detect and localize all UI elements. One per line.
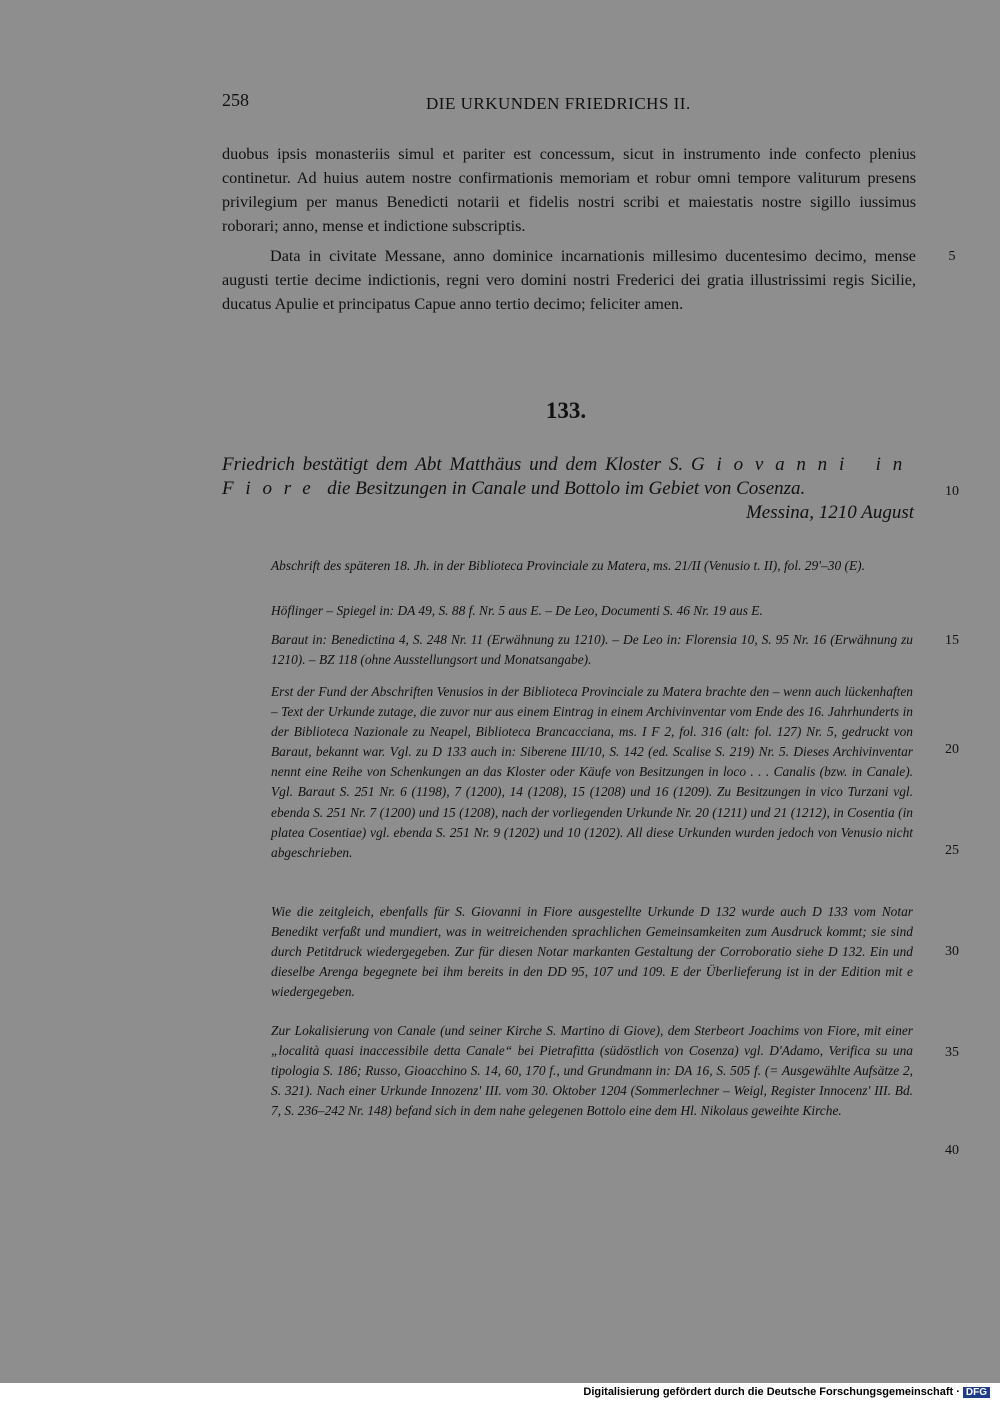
regest [222, 453, 914, 525]
line-number: 15 [945, 633, 959, 648]
regest-line-2: Fiore die Besitzungen in Canale und Bottolo im Gebiet von Cosenza. [222, 478, 806, 499]
line-number: 25 [945, 843, 959, 858]
document-number: 133. [545, 398, 587, 423]
footer-credit [583, 1386, 990, 1398]
note-transmission: Abschrift des späteren 18. Jh. in der Biblioteca Provinciale zu Matera, ms. 21/II (Venusio t. II), fol. 29'–30 (E). [271, 558, 865, 573]
note-commentary-3: Zur Lokalisierung von Canale (und seiner Kirche S. Martino di Giove), dem Sterbeort Joachims von Fiore, mit einer „località quasi inaccessibile detta Canale“ bei Pietrafitta (südöstlich von Cosenza) vgl. D'Adamo, Verifica su una tipologia S. 186; Russo, Gioacchino S. 14, 60, 170 f., und Grundmann in: DA 16, S. 505 f. (= Ausgewählte Aufsätze 2, S. 321). Nach einer Urkunde Innozenz' III. vom 30. Oktober 1204 (Sommerlechner – Weigl, Register Innocenz' III. Bd. 7, S. 236–242 Nr. 148) befand sich in dem nahe gelegenen Bottolo eine dem Hl. Nikolaus geweihte Kirche. [271, 1023, 913, 1119]
line-number: 5 [948, 249, 956, 264]
line-number: 30 [945, 944, 959, 959]
line-number: 10 [945, 484, 959, 499]
body-paragraph-1: duobus ipsis monasteriis simul et pariter est concessum, sicut in instrumento inde confecto plenius continetur. Ad huius autem nostre confirmationis memoriam et robur omni tempore valiturum presens privilegium per manus Benedicti notarii et fidelis nostri scribi et maiestatis nostre sigillo iussimus roborari; anno, mense et indictione subscriptis. [222, 145, 916, 235]
regest-line-1: Friedrich bestätigt dem Abt Matthäus und dem Kloster S. Giovanni in [222, 454, 915, 475]
note-editions: Höflinger – Spiegel in: DA 49, S. 88 f. Nr. 5 aus E. – De Leo, Documenti S. 46 Nr. 19 aus E. [271, 603, 763, 618]
place-date: Messina, 1210 August [745, 502, 914, 523]
line-number: 20 [945, 742, 959, 757]
running-title: DIE URKUNDEN FRIEDRICHS II. [426, 94, 691, 113]
spaced-place-name: Giovanni in [691, 454, 915, 475]
note-commentary-2: Wie die zeitgleich, ebenfalls für S. Giovanni in Fiore ausgestellte Urkunde D 132 wurde auch D 133 vom Notar Benedikt verfaßt und mundiert, was in weitreichenden sprachlichen Gemeinsamkeiten zum Ausdruck kommt; sie sind durch Petitdruck wiedergegeben. Zur für diesen Notar markanten Gestaltung der Corroboratio siehe D 132. Ein und dieselbe Arenga begegnete bei ihm bereits in den DD 95, 107 und 109. E der Überlieferung ist in der Edition mit e wiedergegeben. [271, 904, 913, 1000]
spaced-place-name: Fiore [222, 478, 323, 499]
body-paragraph-2: Data in civitate Messane, anno dominice incarnationis millesimo ducentesimo decimo, mense augusti tertie decime indictionis, regni vero domini nostri Frederici dei gratia illustrissimi regis Sicilie, ducatus Apulie et principatus Capue anno tertio decimo; feliciter amen. [222, 247, 916, 313]
dfg-logo: DFG [963, 1387, 990, 1398]
page-number: 258 [222, 90, 249, 110]
note-commentary-1: Erst der Fund der Abschriften Venusios in der Biblioteca Provinciale zu Matera brachte den – wenn auch lückenhaften – Text der Urkunde zutage, die zuvor nur aus einem Eintrag in einem Archivinventar vom Ende des 16. Jahrhunderts in der Biblioteca Nazionale zu Neapel, Biblioteca Brancacciana, ms. I F 2, fol. 316 (alt: fol. 127) Nr. 5, gedruckt von Baraut, bekannt war. Vgl. zu D 133 auch in: Siberene III/10, S. 142 (ed. Scalise S. 219) Nr. 5. Dieses Archivinventar nennt eine Reihe von Schenkungen an das Kloster oder Käufe von Besitzungen in loco . . . Canalis (bzw. in Canale). Vgl. Baraut S. 251 Nr. 6 (1198), 7 (1200), 14 (1208), 15 (1208) und 16 (1209). Zu Besitzungen in vico Turzani vgl. ebenda S. 251 Nr. 7 (1200) und 15 (1208), nach der vorliegenden Urkunde Nr. 20 (1211) und 21 (1212), in Cosentia (in platea Cosentiae) vgl. ebenda S. 251 Nr. 9 (1202) und 10 (1202). All diese Urkunden wurden jedoch von Venusio nicht abgeschrieben. [271, 684, 913, 860]
footer-text: Digitalisierung gefördert durch die Deutsche Forschungsgemeinschaft · [583, 1386, 960, 1398]
line-number: 35 [945, 1045, 959, 1060]
note-regesta: Baraut in: Benedictina 4, S. 248 Nr. 11 (Erwähnung zu 1210). – De Leo in: Florensia 10, S. 95 Nr. 16 (Erwähnung zu 1210). – BZ 118 (ohne Ausstellungsort und Monatsangabe). [271, 632, 913, 668]
line-number: 40 [945, 1143, 959, 1158]
